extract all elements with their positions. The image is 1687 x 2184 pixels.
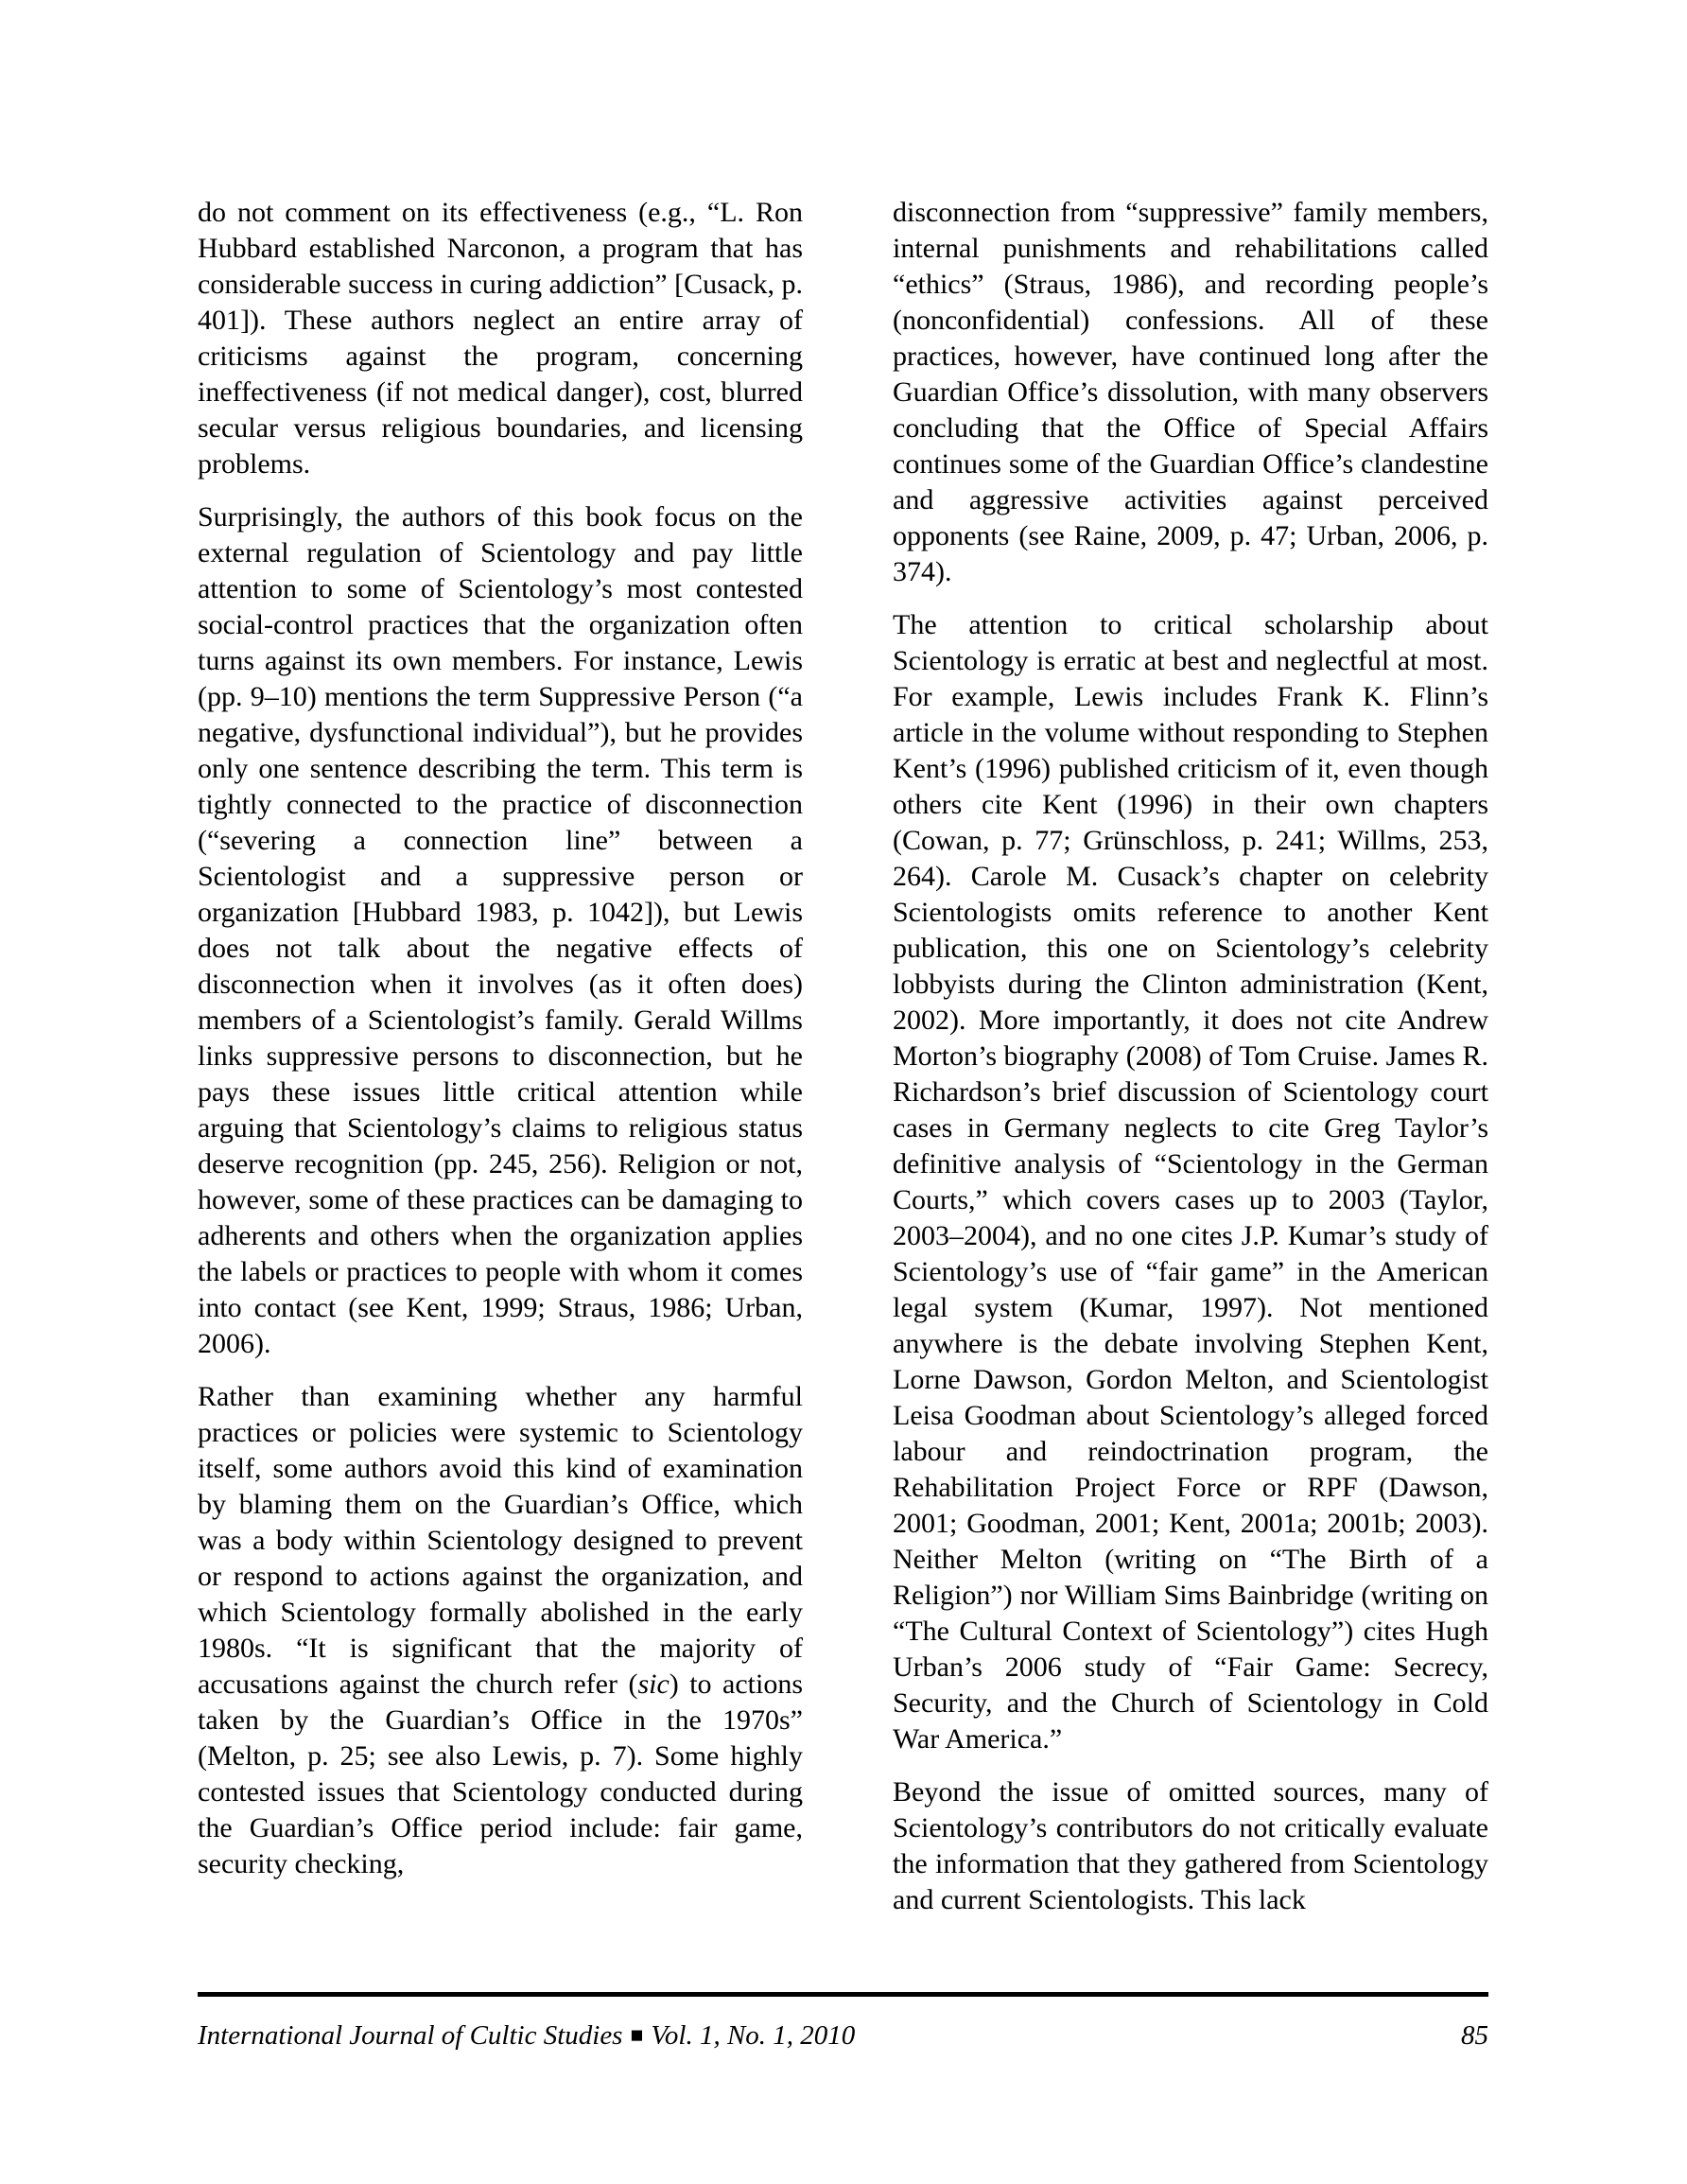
page-number: 85 (1461, 2020, 1488, 2051)
paragraph: The attention to critical scholarship about Scientology is erratic at best and neglectful at most. For example, Lewis includes Frank K. Flinn’s article in the volume without responding to Stephen Kent’s (1996) published criticism of it, even though others cite Kent (1996) in their own chapters (Cowan, p. 77; Grünschloss, p. 241; Willms, 253, 264). Carole M. Cusack’s chapter on celebrity Scientologists omits reference to another Kent publication, this one on Scientology’s celebrity lobbyists during the Clinton administration (Kent, 2002). More importantly, it does not cite Andrew Morton’s biography (2008) of Tom Cruise. James R. Richardson’s brief discussion of Scientology court cases in Germany neglects to cite Greg Taylor’s definitive analysis of “Scientology in the German Courts,” which covers cases up to 2003 (Taylor, 2003–2004), and no one cites J.P. Kumar’s study of Scientology’s use of “fair game” in the American legal system (Kumar, 1997). Not mentioned anywhere is the debate involving Stephen Kent, Lorne Dawson, Gordon Melton, and Scientologist Leisa Goodman about Scientology’s alleged forced labour and reindoctrination program, the Rehabilitation Project Force or RPF (Dawson, 2001; Goodman, 2001; Kent, 2001a; 2001b; 2003). Neither Melton (writing on “The Birth of a Religion”) nor William Sims Bainbridge (writing on “The Cultural Context of Scientology”) cites Hugh Urban’s 2006 study of “Fair Game: Secrecy, Security, and the Church of Scientology in Cold War America.” (893, 609, 1488, 1755)
square-bullet-icon: ■ (630, 2023, 644, 2047)
left-column (198, 195, 803, 1918)
paragraph: do not comment on its effectiveness (e.g., “L. Ron Hubbard established Narconon, a program that has considerable success in curing addiction” [Cusack, p. 401]). These authors neglect an entire array of criticisms against the program, concerning ineffectiveness (if not medical danger), cost, blurred secular versus religious boundaries, and licensing problems. (198, 197, 803, 480)
paragraph: Rather than examining whether any harmful practices or policies were systemic to Scientology itself, some authors avoid this kind of examination by blaming them on the Guardian’s Office, which was a body within Scientology designed to prevent or respond to actions against the organization, and which Scientology formally abolished in the early 1980s. “It is significant that the majority of accusations against the church refer (sic) to actions taken by the Guardian’s Office in the 1970s” (Melton, p. 25; see also Lewis, p. 7). Some highly contested issues that Scientology conducted during the Guardian’s Office period include: fair game, security checking, (198, 1381, 803, 1879)
paragraph: Surprisingly, the authors of this book focus on the external regulation of Scientology and pay little attention to some of Scientology’s most contested social-control practices that the organization often turns against its own members. For instance, Lewis (pp. 9–10) mentions the term Suppressive Person (“a negative, dysfunctional individual”), but he provides only one sentence describing the term. This term is tightly connected to the practice of disconnection (“severing a connection line” between a Scientologist and a suppressive person or organization [Hubbard 1983, p. 1042]), but Lewis does not talk about the negative effects of disconnection when it involves (as it often does) members of a Scientologist’s family. Gerald Willms links suppressive persons to disconnection, but he pays these issues little critical attention while arguing that Scientology’s claims to religious status deserve recognition (pp. 245, 256). Religion or not, however, some of these practices can be damaging to adherents and others when the organization applies the labels or practices to people with whom it comes into contact (see Kent, 1999; Straus, 1986; Urban, 2006). (198, 501, 803, 1359)
page-footer (198, 1992, 1488, 2053)
paragraph: Beyond the issue of omitted sources, many of Scientology’s contributors do not critically evaluate the information that they gathered from Scientology and current Scientologists. This lack (893, 1776, 1488, 1915)
two-column-text (198, 195, 1488, 1918)
issue-info: Vol. 1, No. 1, 2010 (651, 2020, 856, 2051)
right-column (893, 195, 1488, 1918)
footer-rule (198, 1992, 1488, 1997)
paragraph: disconnection from “suppressive” family members, internal punishments and rehabilitations called “ethics” (Straus, 1986), and recording people’s (nonconfidential) confessions. All of these practices, however, have continued long after the Guardian Office’s dissolution, with many observers concluding that the Office of Special Affairs continues some of the Guardian Office’s clandestine and aggressive activities against perceived opponents (see Raine, 2009, p. 47; Urban, 2006, p. 374). (893, 197, 1488, 587)
journal-title: International Journal of Cultic Studies (198, 2020, 623, 2051)
journal-citation (198, 2019, 855, 2053)
